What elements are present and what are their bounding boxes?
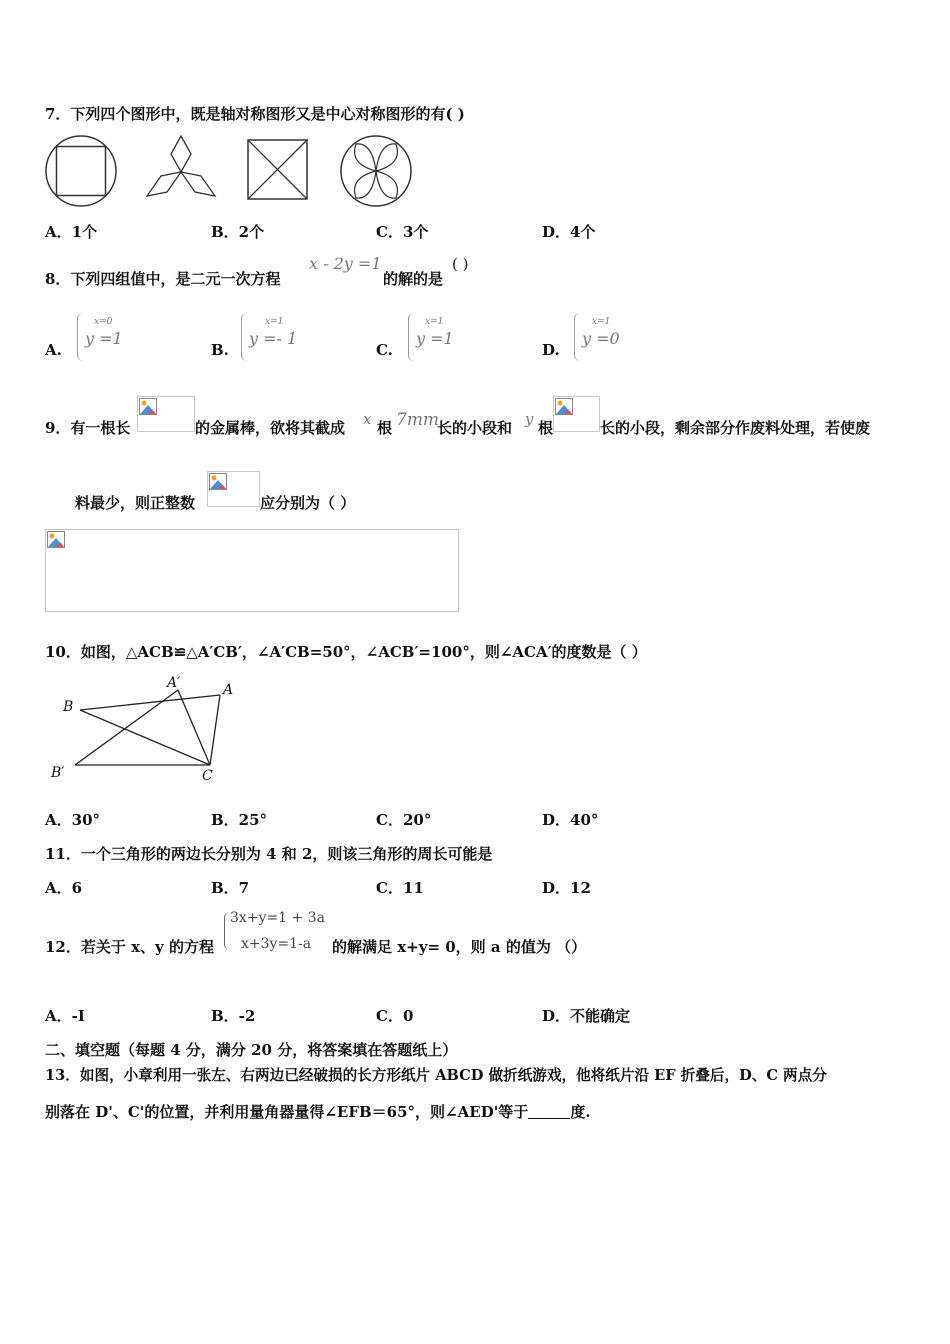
q8-option-a-top: x=0 [94,317,113,327]
q8-option-c-letter: C. [376,341,393,359]
q7-figure-1 [44,134,118,208]
q11-option-b: B．7 [211,879,250,897]
broken-image-icon [555,398,573,415]
q12-option-d: D．不能确定 [542,1007,631,1025]
q9-options-image-placeholder [45,529,459,612]
q8-option-c-bottom: y =1 [416,329,454,348]
q12-option-c: C．0 [376,1007,414,1025]
label-a-prime: A′ [167,675,181,691]
q10-option-a: A．30° [45,811,101,829]
broken-image-icon [139,398,157,415]
q9-line1-e: 根 [538,419,554,437]
q7-option-b: B．2个 [211,223,265,241]
q13-line2-b: 度. [570,1103,591,1121]
broken-image-icon [209,473,227,490]
q8-option-a-bottom: y =1 [85,329,123,348]
q8-option-d-letter: D. [542,341,560,359]
q12-eq1: 3x+y=1 + 3a [230,910,325,926]
q10-triangle-figure [45,670,245,785]
q7-stem: 7．下列四个图形中，既是轴对称图形又是中心对称图形的有( ) [45,105,465,123]
q8-option-c-brace [408,313,414,361]
q10-option-c: C．20° [376,811,432,829]
q8-option-b-letter: B. [211,341,229,359]
q9-line2-a: 料最少，则正整数 [75,494,196,512]
q9-line1-b: 的金属棒，欲将其截成 [195,419,346,437]
q11-option-d: D．12 [542,879,591,897]
q8-stem-prefix: 8．下列四组值中，是二元一次方程 [45,270,281,288]
q8-option-c-top: x=1 [425,317,444,327]
q12-option-a: A．-I [45,1007,85,1025]
q7-option-d: D．4个 [542,223,596,241]
q9-line1-c: 根 [377,419,393,437]
q10-option-d: D．40° [542,811,599,829]
q9-line1-a: 9．有一根长 [45,419,131,437]
q7-option-a: A．1个 [45,223,98,241]
q13-line2-a: 别落在 D'、C'的位置，并利用量角器量得∠EFB＝65°，则∠AED'等于 [45,1103,529,1121]
q9-var-y: y [525,410,534,428]
q8-option-a-brace [77,313,83,361]
q7-figure-3 [247,139,309,201]
q12-eq2: x+3y=1-a [241,936,312,952]
q11-option-c: C．11 [376,879,424,897]
label-a: A [223,682,234,698]
q8-stem-suffix: 的解的是 [383,270,444,288]
q12-stem-suffix: 的解满足 x+y= 0，则 a 的值为 （） [332,938,587,956]
q9-line1-f: 长的小段，剩余部分作废料处理，若使废 [600,419,871,437]
q9-image-placeholder-xy [207,471,260,507]
q9-line2-b: 应分别为（ ） [260,494,356,512]
q9-image-placeholder-length [137,396,195,432]
q8-option-b-brace [241,313,247,361]
q9-var-x: x [363,410,372,428]
q8-option-b-bottom: y =- 1 [249,329,298,348]
broken-image-icon [47,531,65,548]
q10-stem: 10．如图，△ACB≌△A′CB′，∠A′CB=50°，∠ACB′=100°，则∠ACA′的度数是（ ） [45,643,647,661]
q11-stem: 11．一个三角形的两边长分别为 4 和 2，则该三角形的周长可能是 [45,845,493,863]
q8-option-a-letter: A. [45,341,62,359]
label-b-prime: B′ [51,765,65,781]
q8-paren: ( ) [452,255,469,273]
q7-figure-4 [339,134,413,208]
q13-line2 [45,1101,591,1122]
q9-image-placeholder-short [553,396,600,432]
q7-figure-2 [145,134,219,200]
q8-option-d-bottom: y =0 [582,329,620,348]
q8-option-b-top: x=1 [265,317,284,327]
q8-option-d-top: x=1 [592,317,611,327]
q9-line1-d: 长的小段和 [437,419,513,437]
label-c: C [202,768,213,784]
label-b: B [63,699,74,715]
section2-title: 二、填空题（每题 4 分，满分 20 分，将答案填在答题纸上） [45,1041,458,1059]
q8-option-d-brace [574,313,580,361]
q12-stem-prefix: 12．若关于 x、y 的方程 [45,938,214,956]
q11-option-a: A．6 [45,879,83,897]
q10-option-b: B．25° [211,811,268,829]
q9-measure: 7mm [396,410,440,430]
q13-line1: 13．如图，小章利用一张左、右两边已经破损的长方形纸片 ABCD 做折纸游戏，他将纸片沿 EF 折叠后，D、C 两点分 [45,1067,827,1084]
q8-equation: x - 2y =1 [309,254,382,273]
q13-answer-blank [528,1104,570,1119]
q7-option-c: C．3个 [376,223,429,241]
q12-option-b: B．-2 [211,1007,256,1025]
